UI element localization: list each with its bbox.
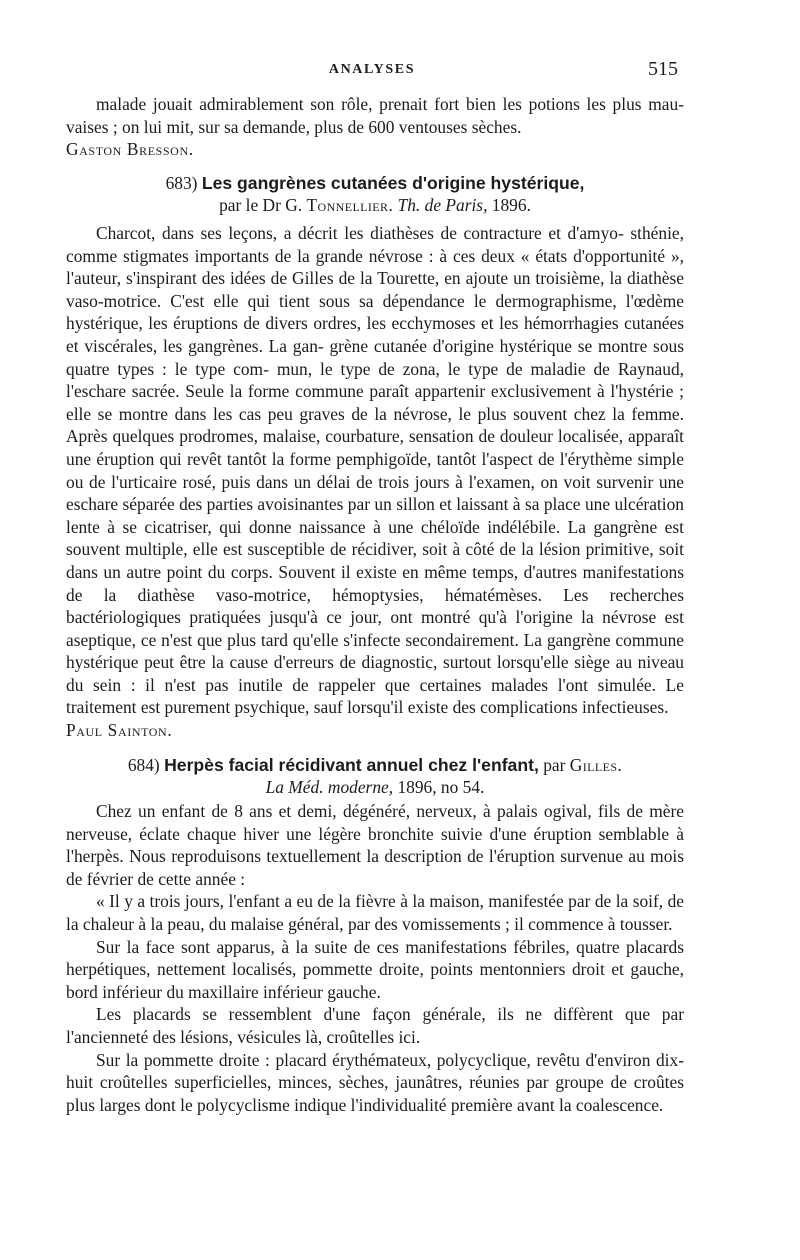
text-line: la cause d'erreurs de diagnostic, surtout lorsqu'elle siège au niveau du sein : il: [66, 652, 684, 695]
byline-prefix: par: [543, 755, 566, 775]
article-number: 683): [165, 173, 198, 193]
text-line: ecchymoses et les hémorrhagies cutanées et viscérales, les gangrènes. La gan-: [66, 313, 684, 356]
text-line: grène cutanée d'origine hystérique se montre sous quatre types : le type com-: [66, 335, 684, 379]
text-line: forme commune paraît appartenir exclusivement à l'hystérie ; elle se montre dans: [66, 381, 684, 424]
article-683-body: [66, 222, 684, 742]
text-line: soit à côté de la lésion primitive, soit dans un autre point du corps. Souvent il: [66, 539, 685, 582]
article-author: Gilles.: [569, 755, 623, 775]
article-683-heading: [66, 172, 684, 216]
text-line: sa place une ulcération lente à se cicatriser, qui donne naissance à une chéloïde: [66, 494, 684, 537]
text-line: les cas peu graves de la névrose, le plus souvent chez la femme. Après quelques: [66, 403, 684, 447]
paragraph: Les placards se ressemblent d'une façon générale, ils ne diffèrent que par l'ancienneté des lésions, vésicules là, croûtelles ici.: [66, 1004, 684, 1047]
text-line: le dermographisme, l'œdème hystérique, les éruptions de divers ordres, les: [66, 290, 684, 334]
article-684-body: [66, 800, 684, 1116]
page-number: 515: [648, 58, 678, 80]
text-line: ce jour, ont montré qu'à l'origine la névrose est aseptique, ce n'est que plus tard: [66, 607, 684, 650]
text-line: un troisième, la diathèse vaso-motrice. C'est elle qui tient sous sa dépendance: [66, 268, 684, 311]
text-line: hémoptysies, hématémèses. Les recherches bactériologiques pratiquées jusqu'à: [66, 584, 684, 628]
signature: Gaston Bresson.: [66, 139, 194, 160]
text-line: sthénie, comme stigmates importants de la grande névrose : à ces deux « états: [66, 223, 684, 266]
text-line: prodromes, malaise, courbature, sensation de douleur localisée, apparaît une: [66, 426, 685, 469]
text-line: simple ou de l'urticaire rosé, puis dans un délai de trois jours à l'examen, on voit: [66, 448, 684, 492]
text-line: éruption qui revêt tantôt la forme pemphigoïde, tantôt l'aspect de l'érythème: [96, 448, 633, 469]
quote-paragraph: « Il y a trois jours, l'enfant a eu de la fièvre à la maison, manifestée par de la soif, de la chaleur à la peau, du malaise général, par des vomissements ; il commence à tousser.: [66, 891, 684, 934]
text-line: mun, le type de zona, le type de maladie de Raynaud, l'eschare sacrée. Seule la: [66, 358, 684, 402]
paragraph: Chez un enfant de 8 ans et demi, dégénéré, nerveux, à palais ogival, fils de mère nerveuse, éclate chaque hiver une légère bronchite suivie d'une éruption semblable à l'herpès. Nous reproduisons textuellement la description de l'éruption survenue au mois de février de cette année :: [66, 801, 684, 889]
text-line: qu'elle s'infecte secondairement. La gangrène commune hystérique peut être: [66, 629, 684, 673]
paragraph: [66, 222, 684, 719]
article-title: Herpès facial récidivant annuel chez l'enfant,: [164, 755, 539, 775]
byline-prefix: par le Dr G.: [219, 195, 303, 215]
article-684-heading: [66, 754, 684, 798]
text-line: Charcot, dans ses leçons, a décrit les diathèses de contracture et d'amyo-: [96, 223, 624, 243]
text-line: indélébile. La gangrène est souvent multiple, elle est susceptible de récidiver,: [66, 516, 684, 560]
previous-article-tail: [66, 93, 684, 161]
text-line: n'est pas inutile de rappeler que certaines malades l'ont simulée. Le traitement: [66, 674, 684, 718]
text-line: est purement psychique, sauf lorsqu'il existe des complications infectieuses.: [140, 697, 669, 718]
article-author: Tonnellier.: [306, 195, 394, 215]
text-line: d'opportunité », l'auteur, s'inspirant des idées de Gilles de la Tourette, en ajoute: [66, 245, 684, 289]
text-line: malade jouait admirablement son rôle, prenait fort bien les potions les plus mau-: [96, 94, 684, 114]
article-year: 1896, no 54.: [397, 777, 485, 797]
article-source: La Méd. moderne,: [265, 777, 394, 797]
text-line: vaises ; on lui mit, sur sa demande, plus de 600 ventouses sèches.: [66, 116, 522, 137]
running-header: [66, 58, 678, 84]
paragraph: Sur la pommette droite : placard érythémateux, polycyclique, revêtu d'environ dix-huit croûtelles superficielles, minces, sèches, jaunâtres, réunies par groupe de croûtes plus larges dont le polycyclisme indique l'individualité première avant la coalescence.: [66, 1049, 684, 1115]
paragraph: Sur la face sont apparus, à la suite de ces manifestations fébriles, quatre placards herpétiques, nettement localisés, pommette droite, points mentonniers droit et gauche, bord inférieur du maxillaire inférieur gauche.: [66, 936, 684, 1002]
signature: Paul Sainton.: [66, 720, 173, 741]
text-line: existe en même temps, d'autres manifestations de la diathèse vaso-motrice,: [66, 561, 684, 605]
running-title: ANALYSES: [328, 62, 416, 77]
article-number: 684): [127, 755, 160, 775]
article-title: Les gangrènes cutanées d'origine hystérique,: [201, 173, 585, 193]
paragraph: [66, 93, 684, 138]
article-year: 1896.: [491, 195, 531, 215]
article-source: Th. de Paris,: [397, 195, 488, 215]
text-line: survenir une eschare séparée des parties avoisinantes par un sillon et laissant à: [66, 471, 684, 515]
